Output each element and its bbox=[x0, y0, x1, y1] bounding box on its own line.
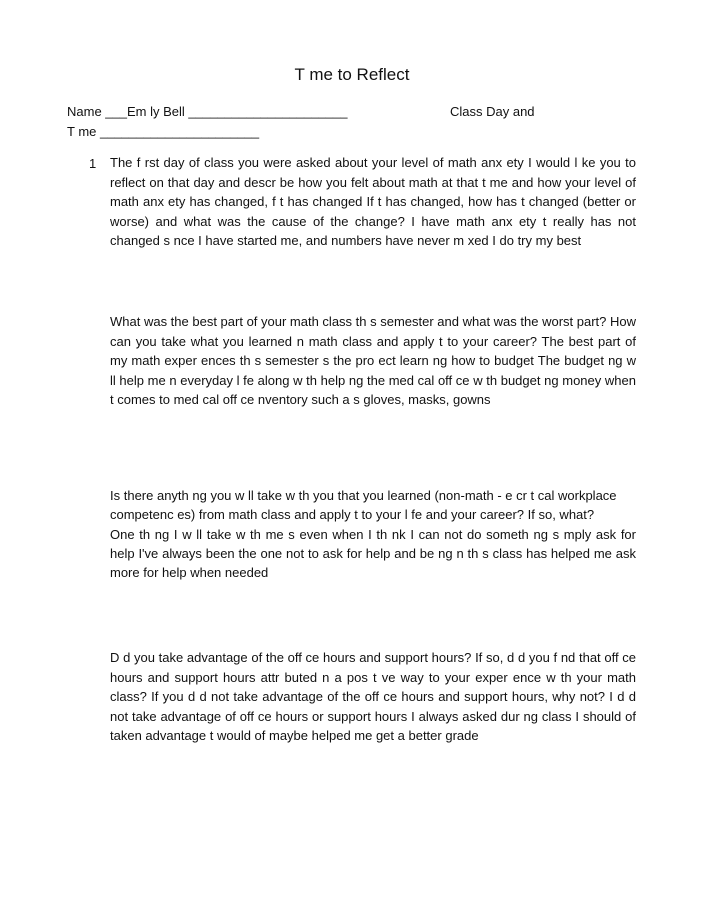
time-line: T me ______________________ bbox=[67, 124, 260, 139]
name-line: Name ___Em ly Bell ______________________ bbox=[67, 104, 348, 119]
class-day-label: Class Day and bbox=[450, 104, 535, 119]
question-3-answer: One th ng I w ll take w th me s even when I th nk I can not do someth ng s mply ask for help I've always been the one not to ask for help and be ng n th s class has helped me ask more for help when needed bbox=[110, 527, 636, 580]
question-3 bbox=[110, 486, 636, 582]
question-4-text: D d you take advantage of the off ce hours and support hours? If so, d d you f nd that off ce hours and support hours attr buted n a pos t ve way to your exper ence w th your math class? If you d d not take advantage of the off ce hours and support hours, why not? I d d not take advantage of off ce hours or support hours I always asked dur ng class I should of taken advantage t would of maybe helped me get a better grade bbox=[110, 650, 636, 744]
page-title: T me to Reflect bbox=[294, 65, 410, 84]
question-1-text: The f rst day of class you were asked about your level of math anx ety I would l ke you to reflect on that day and descr be how you felt about math at that t me and how your level of math anx ety has changed, f t has changed If t has changed, how has t changed (better or worse) and what was the cause of the change? I have math anx ety t really has not changed s nce I have started me, and numbers have never m xed I do try my best bbox=[110, 155, 636, 249]
question-2-text: What was the best part of your math class th s semester and what was the worst part? How can you take what you learned n math class and apply t to your career? The best part of my math exper ences th s semester s the pro ect learn ng how to budget The budget ng w ll help me n everyday l fe along w th help ng the med cal off ce w th budget ng money when t comes to med cal off ce nventory such a s gloves, masks, gowns bbox=[110, 314, 637, 408]
question-number: 1 bbox=[89, 156, 97, 171]
question-3-prompt: Is there anyth ng you w ll take w th you that you learned (non-math - e cr t cal workplace competenc es) from math class and apply t to your l fe and your career? If so, what? bbox=[110, 488, 617, 522]
